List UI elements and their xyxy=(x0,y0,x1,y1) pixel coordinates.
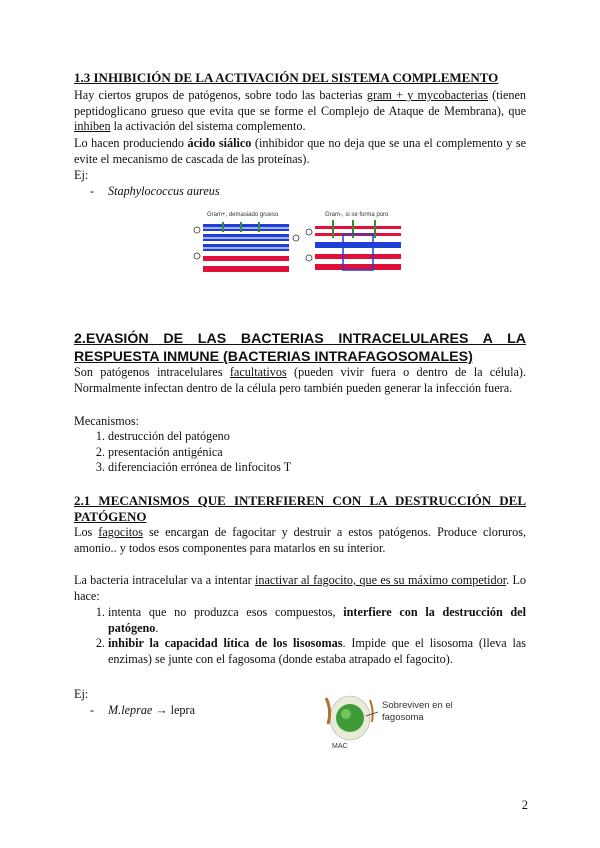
underlined-term: fagocitos xyxy=(98,525,143,539)
text: intenta que no produzca esos compuestos, xyxy=(108,605,344,619)
sec13-example: Staphylococcus aureus xyxy=(108,184,220,198)
bold-term: inhibir la capacidad lítica de los lisosomas xyxy=(108,636,343,650)
species-name: M.leprae xyxy=(108,703,153,717)
section-1-3-heading: 1.3 INHIBICIÓN DE LA ACTIVACIÓN DEL SISTEMA COMPLEMENTO xyxy=(74,70,499,85)
text: Hay ciertos grupos de patógenos, sobre todo las bacterias xyxy=(74,88,367,102)
text: la activación del sistema complemento. xyxy=(110,119,306,133)
underlined-term: gram + y mycobacterias xyxy=(366,88,488,102)
text: La bacteria intracelular va a intentar xyxy=(74,573,256,587)
underlined-term: facultativos xyxy=(229,365,287,379)
text: . Impide que el lisosoma (lleva las enzimas) se junte con el fagosoma (donde estaba atrapado el fagocito). xyxy=(108,636,526,666)
fig-right-title: Gram-, si se forma poro xyxy=(325,212,389,218)
list-item xyxy=(108,636,526,667)
section-2-heading-text: 2.EVASIÓN DE LAS BACTERIAS INTRACELULARES A LA RESPUESTA INMUNE (BACTERIAS INTRAFAGOSOMALES) xyxy=(74,331,526,365)
sec2-paragraph-1 xyxy=(74,365,526,396)
section-2-heading xyxy=(74,330,526,366)
list-item: 1. destrucción del patógeno xyxy=(108,429,526,445)
text: . xyxy=(155,620,159,635)
mac-label: MAC xyxy=(332,743,348,750)
sec21-example xyxy=(108,703,308,719)
underlined-term: inhiben xyxy=(74,119,111,133)
sec21-paragraph-1 xyxy=(74,525,526,556)
bold-term: ácido siálico xyxy=(187,136,252,150)
sec21-ej: Ej: xyxy=(74,687,89,701)
section-2-1-heading: 2.1 MECANISMOS QUE INTERFIEREN CON LA DESTRUCCIÓN DEL PATÓGENO xyxy=(74,493,526,524)
gram-negative-wall xyxy=(306,220,401,270)
text: Son patógenos intracelulares xyxy=(74,365,230,379)
page-number: 2 xyxy=(521,798,528,812)
list-dash: - xyxy=(90,184,95,198)
sec13-paragraph-2 xyxy=(74,136,526,167)
mechanisms-detail-list xyxy=(74,605,526,667)
list-item: 2. presentación antigénica xyxy=(108,445,526,461)
macrophage-label: Sobreviven en el fagosoma xyxy=(382,700,453,723)
mecanismos-list xyxy=(74,429,526,476)
text: . Lo hace: xyxy=(74,573,526,603)
text: (pueden vivir fuera o dentro de la célula). Normalmente infectan dentro de la célula pero también pueden generar la infección fuera. xyxy=(74,365,527,395)
text: (inhibidor que no deja que se una el complemento y se evite el mecanismo de cascada de las proteínas). xyxy=(74,136,526,166)
fig-left-title: Gram+, demasiado grueso xyxy=(207,212,279,218)
sec13-paragraph-1 xyxy=(74,88,526,135)
bold-term: interfiere con la destrucción del patógeno xyxy=(108,605,526,635)
text: Los xyxy=(74,525,99,539)
text: (tienen peptidoglicano grueso que evita que se forme el Complejo de Ataque de Membrana), que xyxy=(74,88,527,118)
text: se encargan de fagocitar y destruir a estos patógenos. Produce cloruros, amonio.. y todos esos componentes para matarlos en su interior. xyxy=(74,525,526,555)
sec13-ej: Ej: xyxy=(74,168,89,182)
list-dash: - xyxy=(90,703,95,717)
text: → lepra xyxy=(152,703,195,717)
list-item: 3. diferenciación errónea de linfocitos T xyxy=(108,460,526,476)
gram-positive-wall xyxy=(194,222,299,272)
sec21-paragraph-2 xyxy=(74,573,526,604)
list-item xyxy=(108,605,526,636)
membrane-figure xyxy=(193,208,411,288)
mecanismos-label: Mecanismos: xyxy=(74,414,139,428)
underlined-term: inactivar al fagocito, que es su máximo competidor xyxy=(255,573,507,587)
text: Lo hacen produciendo xyxy=(74,136,188,150)
